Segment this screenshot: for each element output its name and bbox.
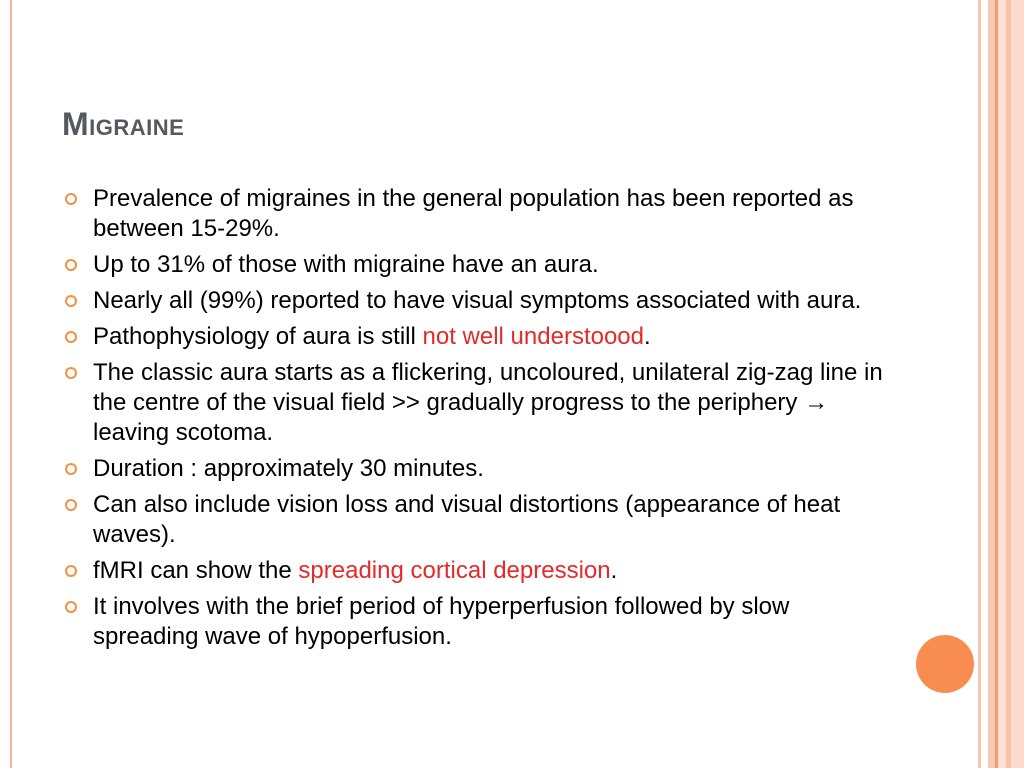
bullet-item — [64, 184, 894, 244]
bullet-text-end: . — [610, 557, 618, 584]
bullet-text: Pathophysiology of aura is still — [93, 323, 423, 350]
ring-bullet-icon — [65, 499, 77, 511]
bullet-text: fMRI can show the — [93, 557, 299, 584]
left-border-line — [10, 0, 12, 768]
right-decor-stripe — [978, 0, 981, 768]
bullet-text: Up to 31% of those with migraine have an aura. — [93, 251, 599, 278]
bullet-item — [64, 490, 894, 550]
ring-bullet-icon — [65, 565, 77, 577]
highlighted-text: spreading cortical depression — [298, 557, 611, 584]
bullet-item — [64, 454, 894, 484]
bullet-item — [64, 556, 894, 586]
highlighted-text: not well understoood — [422, 323, 644, 350]
bullet-item — [64, 286, 894, 316]
bullet-text: Can also include vision loss and visual distortions (appearance of heat waves). — [93, 491, 841, 548]
bullet-text: It involves with the brief period of hyperperfusion followed by slow spreading wave of hypoperfusion. — [93, 593, 790, 650]
ring-bullet-icon — [65, 601, 77, 613]
bullet-list — [64, 184, 894, 658]
slide-title: Migraine — [62, 106, 185, 142]
right-decor-stripe — [1011, 0, 1024, 768]
ring-bullet-icon — [65, 367, 77, 379]
bullet-text: Nearly all (99%) reported to have visual symptoms associated with aura. — [93, 287, 862, 314]
ring-bullet-icon — [65, 463, 77, 475]
ring-bullet-icon — [65, 259, 77, 271]
right-decor-stripe — [988, 0, 995, 768]
ring-bullet-icon — [65, 193, 77, 205]
ring-bullet-icon — [65, 295, 77, 307]
bullet-item — [64, 358, 894, 448]
ring-bullet-icon — [65, 331, 77, 343]
bullet-item — [64, 592, 894, 652]
right-decor-stripe — [998, 0, 1006, 768]
bullet-text: Duration : approximately 30 minutes. — [93, 455, 484, 482]
bullet-item — [64, 322, 894, 352]
accent-circle — [916, 635, 974, 693]
bullet-item — [64, 250, 894, 280]
bullet-text: Prevalence of migraines in the general population has been reported as between 15-29%. — [93, 185, 854, 242]
bullet-text-end: . — [644, 323, 651, 350]
bullet-text: The classic aura starts as a flickering, uncoloured, unilateral zig-zag line in the centre of the visual field >> gradually progress to the periphery → leaving scotoma. — [93, 359, 883, 446]
